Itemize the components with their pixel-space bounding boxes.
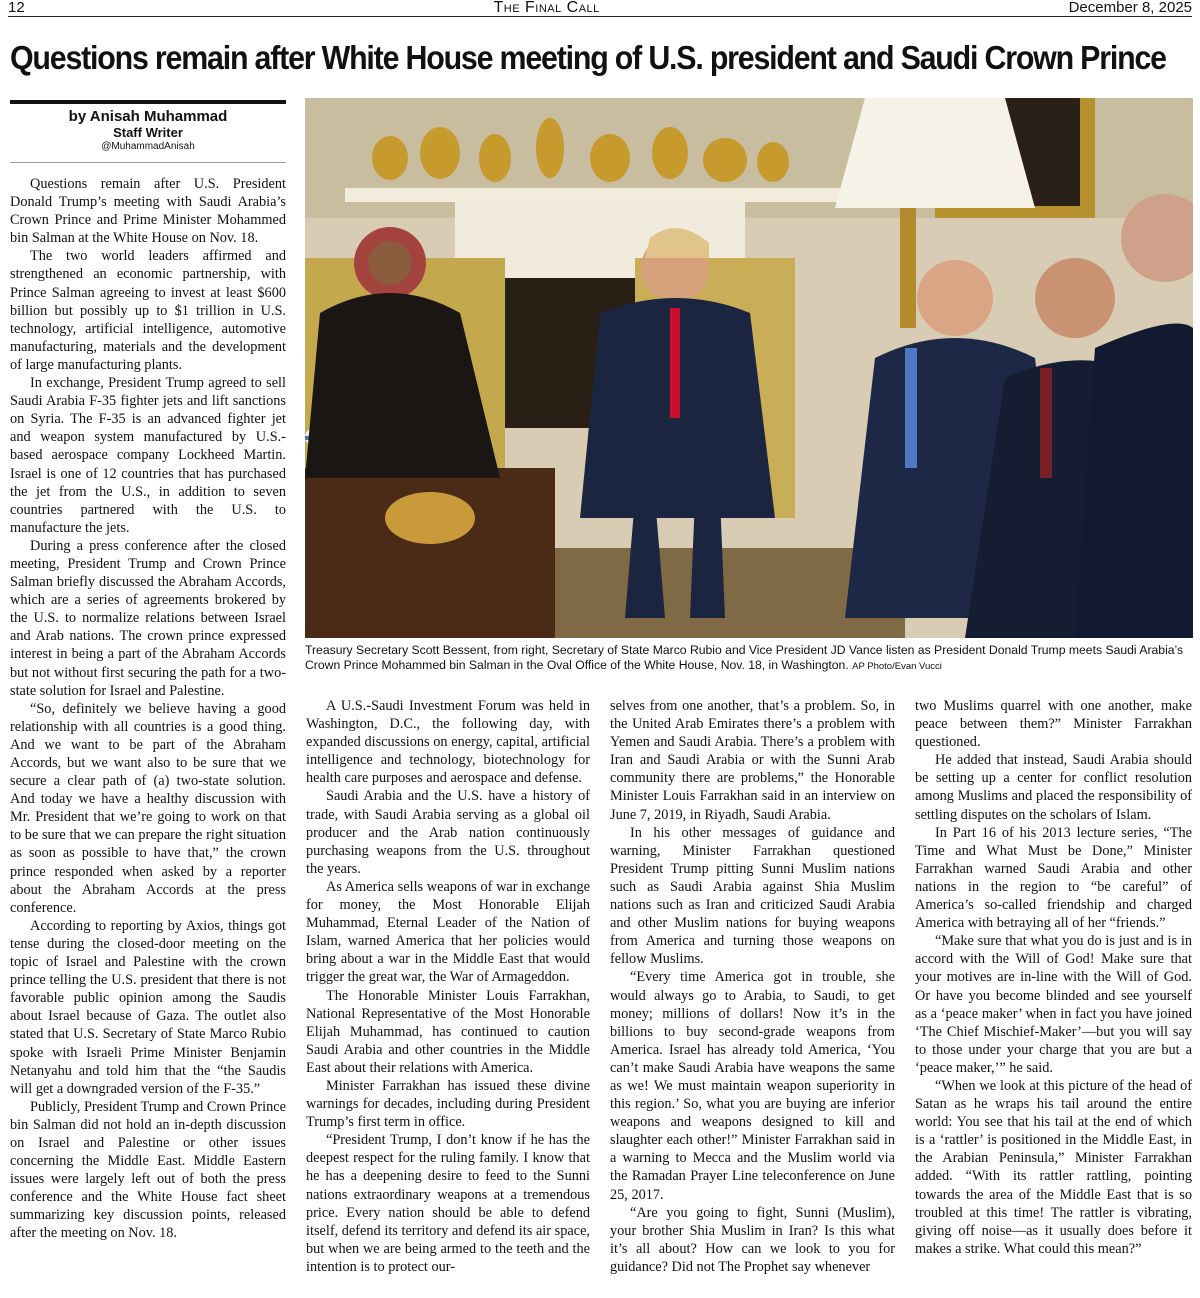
photo-caption bbox=[305, 643, 1193, 679]
paragraph: “When we look at this picture of the head of Satan as he wraps his tail around the entire world: You see that his tail at the end of which is a ‘rattler’ is positioned in the Middle East, in the Arabian Peninsula,” Minister Farrakhan added. “With its rattler rattling, pointing towards the area of the Middle East that is so troubled at this time! The rattler is vibrating, giving off noise—as it usually does before it makes a strike. What could this mean?” bbox=[915, 1077, 1192, 1257]
paragraph: He added that instead, Saudi Arabia should be setting up a center for conflict resolution among Muslims and placed the responsibility of settling disputes on the scholars of Islam. bbox=[915, 752, 1192, 823]
article-column-2 bbox=[306, 697, 590, 1295]
paragraph: “Make sure that what you do is just and is in accord with the Will of God! Make sure that your motives are in-line with the Will of God. Or have you become blinded and see yourself as a ‘peace maker’ when in fact you have joined ‘The Chief Mischief-Maker’—but you will say to those under your charge that you are but a ‘peace maker,’” he said. bbox=[915, 933, 1192, 1076]
photo-credit: AP Photo/Evan Vucci bbox=[852, 660, 942, 672]
paragraph: In exchange, President Trump agreed to sell Saudi Arabia F-35 fighter jets and lift sanctions on Syria. The F-35 is an advanced fighter jet and weapon system manufactured by U.S.-based aerospace company Lockheed Martin. Israel is one of 12 countries that has purchased the jet from the U.S., in addition to seven countries partnered with the U.S. to manufacture the jets. bbox=[10, 375, 286, 536]
author-title: Staff Writer bbox=[113, 125, 183, 140]
author-name: by Anisah Muhammad bbox=[68, 108, 228, 125]
paragraph: Publicly, President Trump and Crown Prince bin Salman did not hold an in-depth discussion on Israel and Palestine or other issues concerning the Middle East. Middle Eastern issues were largely left out of both the press conference and the White House fact sheet summarizing key discussion points, released after the meeting on Nov. 18. bbox=[10, 1098, 286, 1242]
byline-divider bbox=[10, 162, 286, 163]
paragraph: “President Trump, I don’t know if he has the deepest respect for the ruling family. I know that he has a deepening desire to feed to the Sunni nations extraordinary weapons at a tremendous price. Every nation should be able to defend itself, defend its territory and defend its air space, but when we are being armed to the teeth and the intention is to protect our- bbox=[306, 1132, 590, 1275]
paragraph: “Are you going to fight, Sunni (Muslim), your brother Shia Muslim in Iran? Is this what it’s all about? How can we look to you for guidance? Did not The Prophet say whenever bbox=[610, 1204, 895, 1275]
author-handle: @MuhammadAnisah bbox=[101, 141, 195, 152]
caption-text: Treasury Secretary Scott Bessent, from right, Secretary of State Marco Rubio and Vice President JD Vance listen as President Donald Trump meets Saudi Arabia’s Crown Prince Mohammed bin Salman in the Oval Office of the White House, Nov. 18, in Washington. bbox=[305, 643, 1184, 672]
paragraph: A U.S.-Saudi Investment Forum was held in Washington, D.C., the following day, with expanded discussions on energy, capital, artificial intelligence and technology, biotechnology for health care purposes and aerospace and defense. bbox=[306, 698, 590, 787]
paragraph: The Honorable Minister Louis Farrakhan, National Representative of the Most Honorable Elijah Muhammad, has continued to caution Saudi Arabia and other countries in the Middle East about their relations with America. bbox=[306, 987, 590, 1076]
paragraph: Minister Farrakhan has issued these divine warnings for decades, including during President Trump’s first term in office. bbox=[306, 1077, 590, 1131]
paragraph: Questions remain after U.S. President Donald Trump’s meeting with Saudi Arabia’s Crown Prince and Prime Minister Mohammed bin Salman at the White House on Nov. 18. bbox=[10, 176, 286, 247]
paragraph: two Muslims quarrel with one another, make peace between them?” Minister Farrakhan questioned. bbox=[915, 698, 1192, 751]
news-photo bbox=[305, 98, 1193, 638]
paragraph: During a press conference after the closed meeting, President Trump and Crown Prince Salman briefly discussed the Abraham Accords, which are a series of agreements brokered by the U.S. to normalize relations between Israel and Arab nations. The crown prince expressed interest in being a part of the Abraham Accords but not without first securing the path for a two-state solution for Israel and Palestine. bbox=[10, 537, 286, 699]
headline: Questions remain after White House meeting of U.S. president and Saudi Crown Prince bbox=[10, 39, 1166, 76]
publication-name: The Final Call bbox=[493, 0, 600, 16]
paragraph: selves from one another, that’s a problem. So, in the United Arab Emirates there’s a problem with Yemen and Saudi Arabia. There’s a problem with Iran and Saudi Arabia or with the Sunni Arab community there are problems,” the Honorable Minister Louis Farrakhan said in an interview on June 7, 2019, in Riyadh, Saudi Arabia. bbox=[610, 698, 895, 823]
paragraph: The two world leaders affirmed and strengthened an economic partnership, with Prince Salman agreeing to invest at least $600 billion but possibly up to $1 trillion in U.S. technology, artificial intelligence, automotive manufacturing, materials and the development of large manufacturing plants. bbox=[10, 248, 286, 373]
paragraph: According to reporting by Axios, things got tense during the closed-door meeting on the topic of Israel and Palestine with the crown prince telling the U.S. president that there is not favorable public opinion among the Saudis about Israel because of Gaza. The outlet also stated that U.S. Secretary of State Marco Rubio spoke with Israeli Prime Minister Benjamin Netanyahu and told him that the “the Saudis will get a downgraded version of the F-35.” bbox=[10, 917, 286, 1097]
paragraph: As America sells weapons of war in exchange for money, the Most Honorable Elijah Muhammad, Eternal Leader of the Nation of Islam, warned America that her policies would bring about a war in the Middle East that would trigger the great war, the War of Armageddon. bbox=[306, 878, 590, 986]
article-column-1 bbox=[10, 175, 286, 1295]
page-folio bbox=[8, 0, 1192, 17]
oval-office-scene-illustration bbox=[305, 98, 1193, 638]
article-column-3 bbox=[610, 697, 895, 1295]
paragraph: Saudi Arabia and the U.S. have a history of trade, with Saudi Arabia serving as a global oil producer and the Arab nation continuously purchasing weapons from the U.S. throughout the years. bbox=[306, 788, 590, 877]
paragraph: “So, definitely we believe having a good relationship with all countries is a good thing. And we want to be part of the Abraham Accords, but we want also to be sure that we secure a clear path of (a) two-state solution. And today we have a healthy discussion with Mr. President that we’re going to work on that to be sure that we can prepare the right situation as soon as possible to have that,” the crown prince responded when asked by a reporter about the Abraham Accords at the press conference. bbox=[10, 700, 286, 916]
paragraph: “Every time America got in trouble, she would always go to Arabia, to Saudi, to get money; millions of dollars! Now it’s in the billions to buy second-grade weapons from America. Israel has already told America, ‘You can’t make Saudi Arabia have weapons the same as we! We must maintain weapon superiority in this region.’ So, what you are buying are inferior weapons and weapons designed to kill and slaughter each other!” Minister Farrakhan said in a warning to Mecca and the Muslim world via the Ramadan Prayer Line teleconference on June 25, 2017. bbox=[610, 969, 895, 1203]
paragraph: In his other messages of guidance and warning, Minister Farrakhan questioned President Trump pitting Sunni Muslim nations such as Saudi Arabia against Shia Muslim nations such as Iran and criticized Saudi Arabia and other Muslim nations for buying weapons from America and turning those weapons on fellow Muslims. bbox=[610, 824, 895, 968]
paragraph: In Part 16 of his 2013 lecture series, “The Time and What Must be Done,” Minister Farrakhan warned Saudi Arabia and other nations in the region to “be careful” of America’s so-called friendship and charged America with betraying all of her “friends.” bbox=[915, 824, 1192, 932]
article-column-4 bbox=[915, 697, 1192, 1295]
page-number: 12 bbox=[8, 0, 25, 16]
issue-date: December 8, 2025 bbox=[1068, 0, 1192, 16]
byline bbox=[10, 100, 286, 162]
